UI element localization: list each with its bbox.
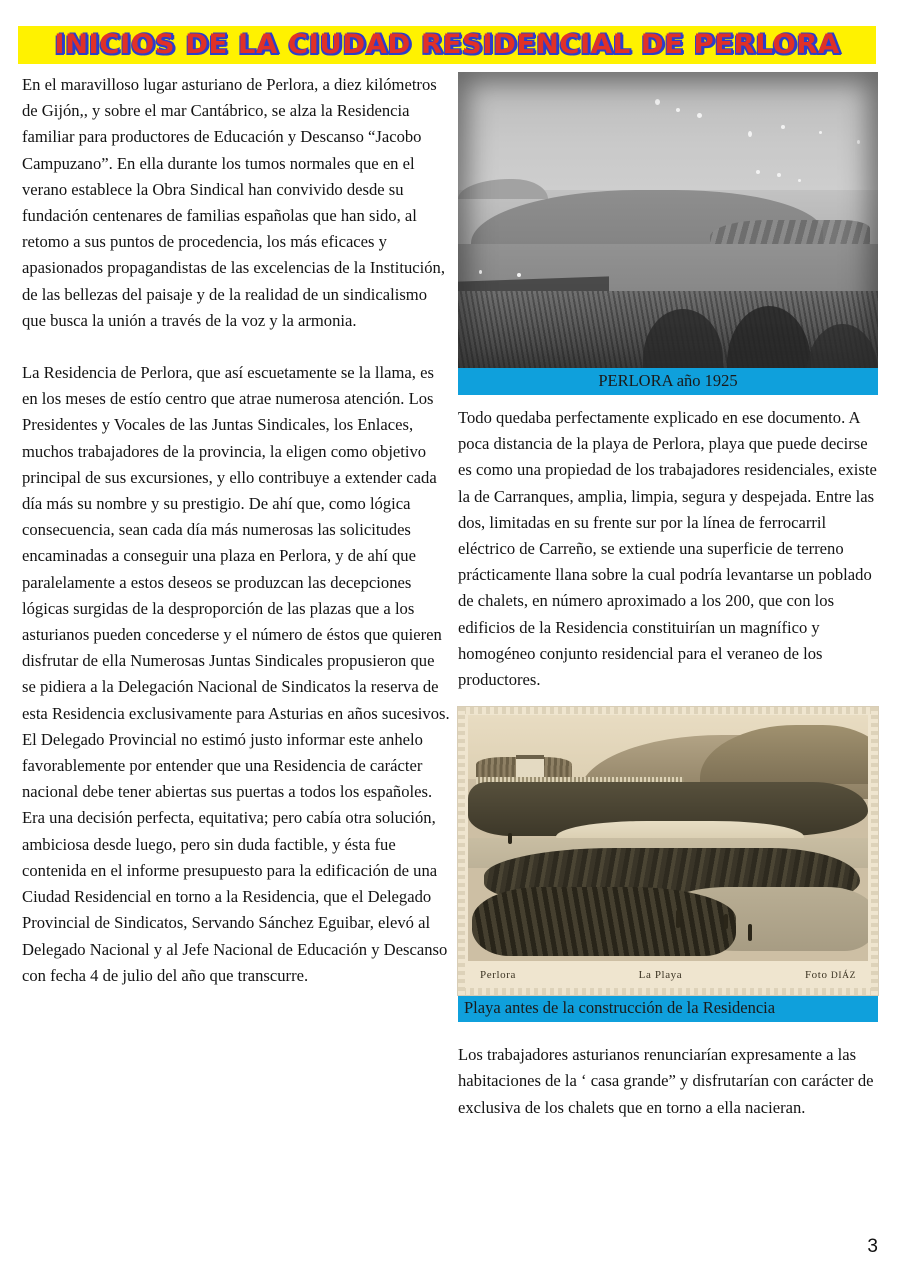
postcard-printed-caption: [468, 963, 868, 987]
postcard-bather-3: [676, 910, 680, 928]
postcard-caption-left: Perlora: [480, 969, 516, 982]
caption-perlora-1925: PERLORA año 1925: [458, 368, 878, 395]
postcard-caption-right: [805, 969, 856, 981]
postcard-bather-1: [724, 914, 728, 929]
postcard-image-area: [468, 715, 868, 961]
postcard-photographer-prefix: Foto: [804, 969, 828, 982]
postcard-deckle-right: [871, 707, 878, 995]
right-column: [458, 72, 882, 1121]
postcard-bather-2: [748, 924, 752, 941]
postcard-house: [516, 755, 544, 779]
postcard-photographer-name: DIÁZ: [830, 971, 856, 982]
postcard-deckle-top: [458, 707, 878, 714]
postcard-bather-4: [508, 833, 512, 844]
left-paragraph-2: La Residencia de Perlora, que así escuetamente se la llama, es en los meses de estío centro que atrae numerosa atención. Los Presidentes y Vocales de las Juntas Sindicales, los Enlaces, muchos trabajadores de la provincia, la eligen como objetivo principal de sus excursiones, y ello contribuye a extender cada día más su nombre y su prestigio. De ahí que, como lógica consecuencia, sean cada día más numerosas las solicitudes encaminadas a conseguir una plaza en Perlora, y de ahí que paralelamente a estos deseos se produzcan las decepciones lógicas surgidas de la desproporción de las plazas que a los asturianos pueden concederse y el número de éstos que quieren disfrutar de ella Numerosas Juntas Sindicales propusieron que se pidiera a la Delegación Nacional de Sindicatos la reserva de esta Residencia exclusivamente para Asturias en años sucesivos. El Delegado Provincial no estimó justo informar este anhelo favorablemente por entender que una Residencia de carácter nacional debe tener abiertas sus puertas a todos los españoles. Era una decisión perfecta, equitativa; pero cabía otra solución, ambiciosa desde luego, pero sin duda factible, y ésta fue contenida en el informe presupuesto para la edificación de una Ciudad Residencial en torno a la Residencia, que el Delegado Provincial de Sindicatos, Servando Sánchez Eguibar, elevó al Delegado Nacional y al Jefe Nacional de Educación y Descanso con fecha 4 de julio del año que transcurre.: [22, 363, 450, 985]
photo-perlora-1925: [458, 72, 878, 368]
postcard-rocks-2: [472, 887, 736, 956]
page-title-banner: [18, 26, 876, 64]
left-paragraph-1: En el maravilloso lugar asturiano de Perlora, a diez kilómetros de Gijón,, y sobre el mar Cantábrico, se alza la Residencia familiar para productores de Educación y Descanso “Jacobo Campuzano”. En ella durante los tumos normales que en el verano establece la Obra Sindical han convivido desde su fundación centenares de familias españolas que han sido, al retomo a sus puntos de procedencia, los más eficaces y apasionados propagandistas de las excelencias de la Institución, de las bellezas del paisaje y de la realidad de un sindicalismo que busca la unión a través de la voz y la armonia.: [22, 75, 446, 330]
page-title: INICIOS DE LA CIUDAD RESIDENCIAL DE PERLORA: [54, 29, 840, 60]
postcard-deckle-bottom: [458, 988, 878, 995]
caption-playa-antes: Playa antes de la construcción de la Residencia: [458, 995, 878, 1022]
postcard-caption-center: La Playa: [638, 969, 683, 982]
photo-playa-postcard: [458, 707, 878, 995]
left-column: [22, 72, 452, 989]
right-paragraph-1: Todo quedaba perfectamente explicado en ese documento. A poca distancia de la playa de Perlora, playa que puede decirse es como una propiedad de los trabajadores residenciales, existe la de Carranques, amplia, limpia, segura y despejada. Entre las dos, limitadas en su frente sur por la línea de ferrocarril eléctrico de Carreño, se extiende una superficie de terreno prácticamente llana sobre la cual podría levantarse un poblado de chalets, en número aproximado a los 200, que con los edificios de la Residencia constituirían un magnífico y homogéneo conjunto residencial para el veraneo de los productores.: [458, 408, 877, 690]
right-paragraph-2: Los trabajadores asturianos renunciarían expresamente a las habitaciones de la ‘ casa grande” y disfrutarían con carácter de exclusiva de los chalets que en torno a ella nacieran.: [458, 1045, 874, 1117]
postcard-deckle-left: [458, 707, 465, 995]
page-number: 3: [867, 1236, 878, 1257]
